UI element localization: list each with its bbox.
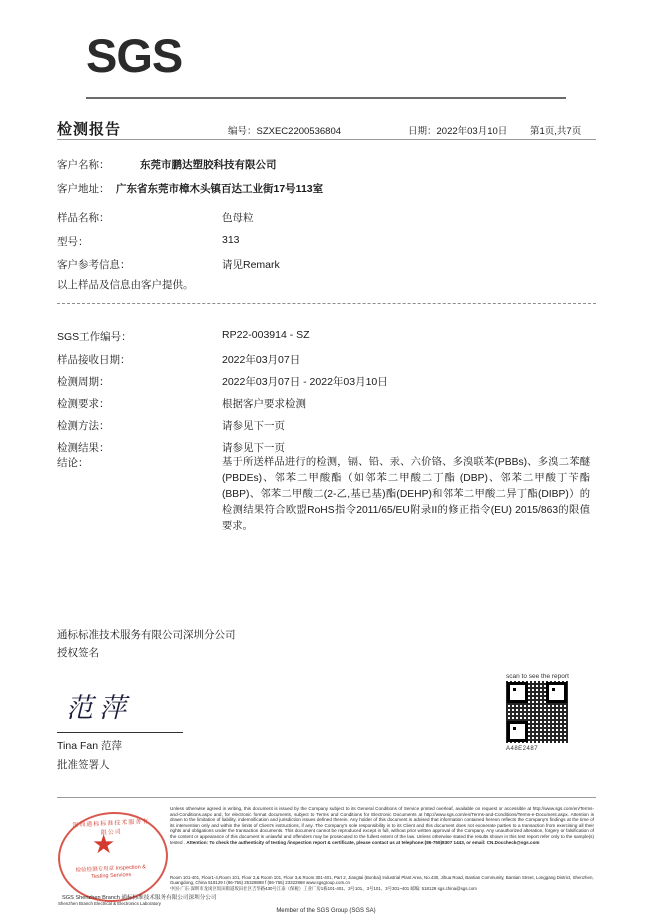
footer-address-en bbox=[170, 875, 594, 886]
sgs-logo: SGS bbox=[86, 29, 183, 82]
footer-website[interactable]: www.sgsgroup.com.cn bbox=[306, 880, 350, 886]
sample-name-value: 色母粒 bbox=[222, 212, 254, 224]
footer-address-cn-text: 中国·广东·深圳市龙岗区坂田街道坂田社区吉华路430号江泰（保税）工业厂房1栋101-401、3号101、3号101、3号301~401 邮编: 518129 bbox=[170, 885, 437, 891]
job-number-value: RP22-003914 - SZ bbox=[222, 329, 310, 341]
stamp-mid-text: 检验检测专用章 Inspection & Testing Services bbox=[75, 864, 147, 881]
footer-tel: t (86-755) 25328888 bbox=[223, 880, 264, 886]
signer-role: 批准签署人 bbox=[57, 759, 110, 771]
official-stamp bbox=[58, 808, 217, 906]
footer-address bbox=[170, 875, 594, 891]
signature-rule bbox=[57, 732, 183, 733]
client-name-value: 东莞市鹏达塑胶科技有限公司 bbox=[140, 159, 277, 171]
test-period-value: 2022年03月07日 - 2022年03月10日 bbox=[222, 376, 388, 388]
test-result-value: 请参见下一页 bbox=[222, 442, 285, 454]
footer-divider bbox=[57, 797, 596, 798]
footer-disclaimer-text: Unless otherwise agreed in writing, this document is issued by the Company subject to its General Conditions of Service printed overleaf, available on request or accessible at http://www.sgs.com/en/Terms-and-Conditions.aspx and, for electronic format documents, subject to Terms and Conditions for Electronic Documents at http://www.sgs.com/en/Terms-and-Conditions/Terms-e-Document.aspx. Attention is drawn to the limitation of liability, indemnification and jurisdiction issues defined therein. Any holder of this document is advised that information contained hereon reflects the Company's findings at the time of its intervention only and within the limits of Client's instructions, if any. The Company's sole responsibility is to its Client and this document does not exonerate parties to a transaction from exercising all their rights and obligations under the transaction documents. This document cannot be reproduced except in full, without prior written approval of the Company. Any unauthorized alteration, forgery or falsification of the content or appearance of this document is unlawful and offenders may be prosecuted to the fullest extent of the law. Unless otherwise stated the results shown in this test report refer only to the sample(s) tested . bbox=[170, 806, 594, 845]
footer-attention-text: Attention: To check the authenticity of testing /inspection report & certificate, please contact us at telephone:(86-755)8307 1443, or email: CN.Doccheck@sgs.com bbox=[186, 839, 540, 845]
stamp-label-en: Shenzhen Branch Electrical & Electronics Laboratory bbox=[58, 901, 161, 906]
test-result-label: 检测结果： bbox=[57, 442, 110, 454]
footer-fax: f (86-755) 23322868 bbox=[265, 880, 305, 886]
qr-finder-bottom-left bbox=[507, 721, 528, 742]
page-title: 检测报告 bbox=[57, 121, 122, 138]
signing-company: 通标标准技术服务有限公司深圳分公司 bbox=[57, 629, 236, 641]
footer-email[interactable]: sgs.china@sgs.com bbox=[437, 885, 477, 891]
qr-finder-top-left bbox=[507, 682, 528, 703]
footer-address-cn bbox=[170, 886, 594, 891]
sample-provided-note: 以上样品及信息由客户提供。 bbox=[57, 279, 194, 291]
report-date: 日期：2022年03月10日 bbox=[408, 126, 508, 137]
test-requirement-label: 检测要求： bbox=[57, 398, 110, 410]
received-date-label: 样品接收日期： bbox=[57, 354, 131, 366]
footer-address-en-text: Room 101-401, Floor1-4,Room 101, Floor 2,& Room 101, Floor 3,& Room 301-401, Part 2, Jiangtai (Bonbai) Industrial Plant Area, No.430, Jihua Road, Bantian Community, Bantian Street, Longgang District, Shenzhen, Guangdong, China 518129 bbox=[170, 875, 594, 886]
footer-member: Member of the SGS Group (SGS SA) bbox=[276, 908, 376, 914]
stamp-label-cn: SGS Shenzhen Branch 通标标准技术服务有限公司深圳分公司 bbox=[62, 895, 217, 901]
qr-code-icon[interactable] bbox=[506, 681, 568, 743]
client-address-value: 广东省东莞市樟木头镇百达工业街17号113室 bbox=[116, 183, 324, 195]
model-value: 313 bbox=[222, 234, 240, 246]
test-method-label: 检测方法： bbox=[57, 420, 110, 432]
model-label: 型号： bbox=[57, 236, 89, 248]
page-number: 第1页,共7页 bbox=[530, 126, 582, 137]
handwritten-signature: 范萍 bbox=[66, 693, 132, 723]
test-requirement-value: 根据客户要求检测 bbox=[222, 398, 306, 410]
sample-name-label: 样品名称： bbox=[57, 212, 110, 224]
qr-caption: scan to see the report bbox=[506, 673, 569, 680]
signer-name: Tina Fan 范萍 bbox=[57, 740, 122, 752]
authorized-signature-label: 授权签名 bbox=[57, 647, 99, 659]
report-number: 编号：SZXEC2200536804 bbox=[228, 126, 342, 137]
stamp-top-text: 深圳通标标准技术服务有限公司 bbox=[72, 818, 150, 837]
header-divider-top bbox=[86, 97, 566, 99]
reference-value: 请见Remark bbox=[222, 259, 280, 271]
conclusion-label: 结论： bbox=[57, 457, 89, 469]
header-divider bbox=[57, 139, 596, 140]
job-number-label: SGS工作编号： bbox=[57, 331, 132, 343]
test-period-label: 检测周期： bbox=[57, 376, 110, 388]
client-address-label: 客户地址： bbox=[57, 183, 110, 195]
test-method-value: 请参见下一页 bbox=[222, 420, 285, 432]
footer-disclaimer bbox=[170, 806, 594, 845]
received-date-value: 2022年03月07日 bbox=[222, 354, 301, 366]
section-divider-1 bbox=[57, 303, 596, 304]
reference-label: 客户参考信息： bbox=[57, 259, 131, 271]
conclusion-text: 基于所送样品进行的检测，镉、铅、汞、六价铬、多溴联苯(PBBs)、多溴二苯醚(PBDEs)、邻苯二甲酸酯（如邻苯二甲酸二丁酯 (DBP)、邻苯二甲酸丁苄酯(BBP)、邻苯二甲酸二(2-乙,基已基)酯(DEHP)和邻苯二甲酸二异丁酯(DIBP)）的检测结果符合欧盟RoHS指令2011/65/EU附录II的修正指令(EU) 2015/863的限值要求。 bbox=[222, 457, 590, 532]
qr-finder-top-right bbox=[546, 682, 567, 703]
client-name-label: 客户名称： bbox=[57, 159, 110, 171]
qr-id-label: A48E2487 bbox=[506, 746, 539, 752]
